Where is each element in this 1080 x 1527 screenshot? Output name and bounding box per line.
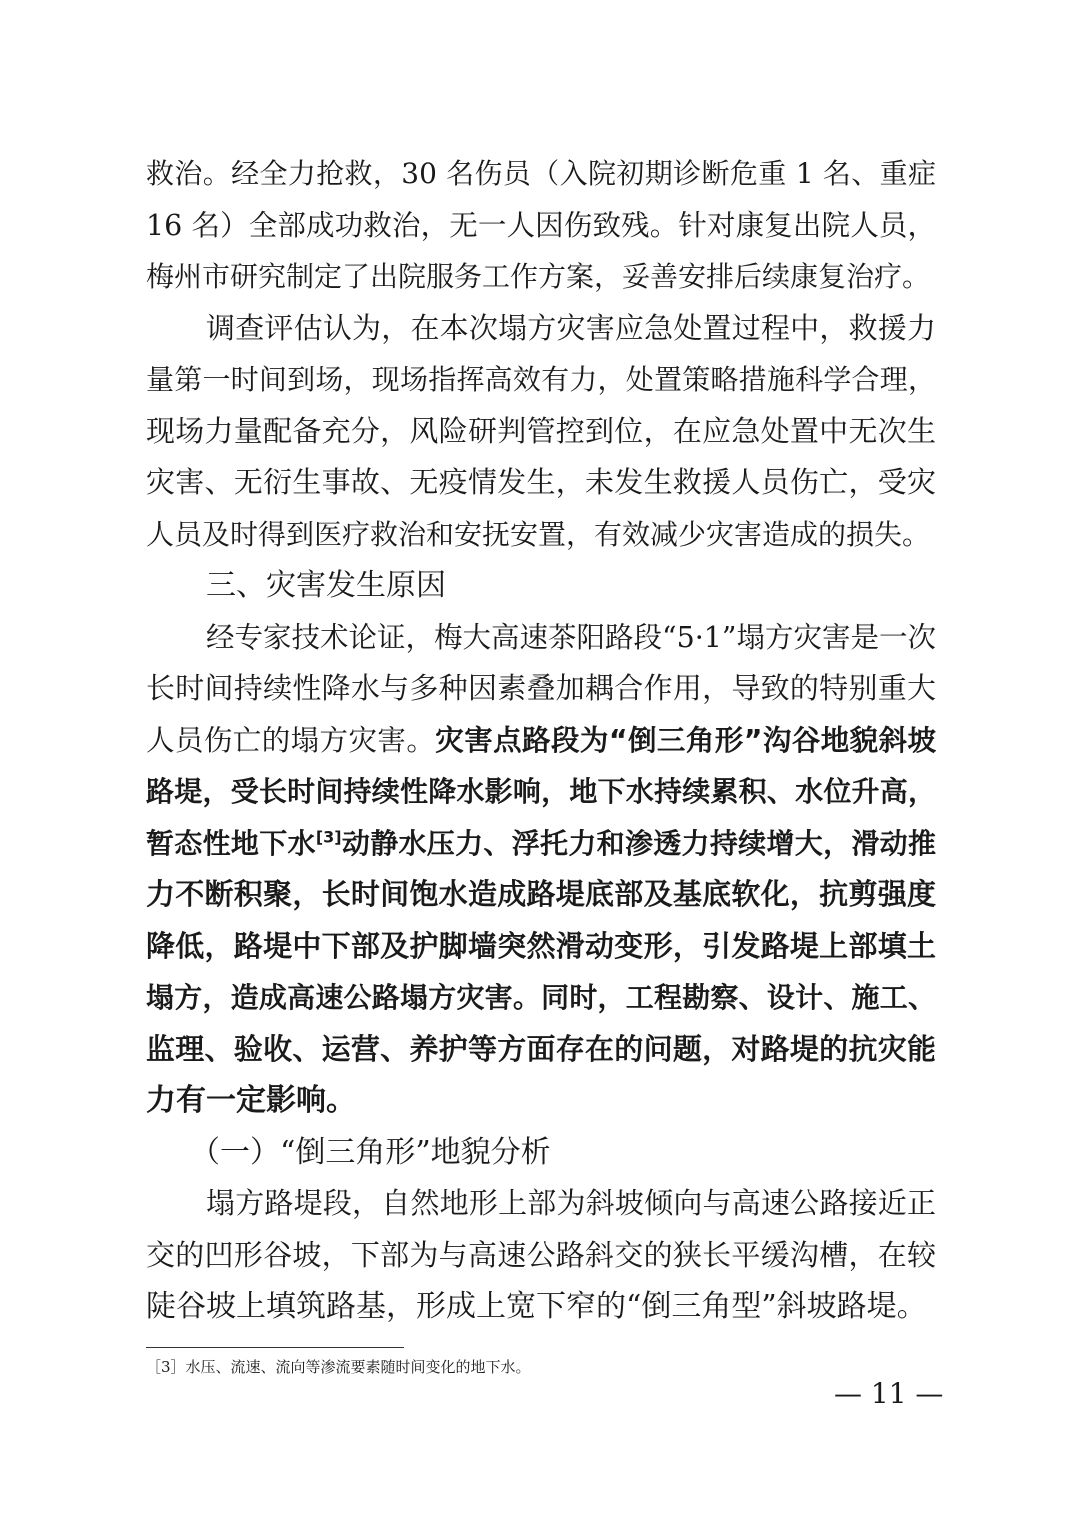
paragraph-line: 陡谷坡上填筑路基，形成上宽下窄的“倒三角型”斜坡路堤。 <box>146 1289 927 1324</box>
bold-line <box>146 818 936 870</box>
body-text <box>146 148 936 1333</box>
paragraph-line: 交的凹形谷坡，下部为与高速公路斜交的狭长平缓沟槽，在较 <box>146 1237 936 1272</box>
paragraph-line: 调查评估认为，在本次塌方灾害应急处置过程中，救援力 <box>206 310 936 345</box>
bold-text: 暂态性地下水 <box>146 826 316 860</box>
paragraph-line: 救治。经全力抢救，30 名伤员（入院初期诊断危重 1 名、重症 <box>146 157 936 190</box>
bold-text: 动静水压力、浮托力和渗透力持续增大，滑动推 <box>341 826 936 860</box>
page-number: — 11 — <box>834 1377 944 1410</box>
bold-line: 力不断积聚，长时间饱水造成路堤底部及基底软化，抗剪强度 <box>146 877 936 911</box>
paragraph-line: 长时间持续性降水与多种因素叠加耦合作用，导致的特别重大 <box>146 671 936 705</box>
footnote-divider <box>146 1347 404 1348</box>
paragraph-line <box>146 715 936 767</box>
bold-text: 灾害点路段为“倒三角形”沟谷地貌斜坡 <box>435 723 936 757</box>
footnote-marker: [3] <box>315 827 342 847</box>
bold-line: 力有一定影响。 <box>146 1083 356 1118</box>
bold-line: 塌方，造成高速公路塌方灾害。同时，工程勘察、设计、施工、 <box>146 981 936 1014</box>
plain-text: 人员伤亡的塌方灾害。 <box>146 723 436 757</box>
paragraph-line: 量第一时间到场，现场指挥高效有力，处置策略措施科学合理， <box>146 363 936 396</box>
bold-line: 降低，路堤中下部及护脚墙突然滑动变形，引发路堤上部填土 <box>146 928 936 963</box>
paragraph-line: 现场力量配备充分，风险研判管控到位，在应急处置中无次生 <box>146 413 936 448</box>
paragraph-line: 塌方路堤段，自然地形上部为斜坡倾向与高速公路接近正 <box>206 1186 936 1220</box>
paragraph-line: 经专家技术论证，梅大高速茶阳路段“5·1”塌方灾害是一次 <box>206 620 936 654</box>
section-heading: 三、灾害发生原因 <box>206 568 446 603</box>
paragraph-line: 灾害、无衍生事故、无疫情发生，未发生救援人员伤亡，受灾 <box>146 465 936 499</box>
paragraph-line: 梅州市研究制定了出院服务工作方案，妥善安排后续康复治疗。 <box>146 260 931 293</box>
bold-line: 路堤，受长时间持续性降水影响，地下水持续累积、水位升高， <box>146 775 936 808</box>
paragraph-line: 16 名）全部成功救治，无一人因伤致残。针对康复出院人员， <box>146 208 936 242</box>
bold-line: 监理、验收、运营、养护等方面存在的问题，对路堤的抗灾能 <box>146 1031 936 1066</box>
footnote: ［3］水压、流速、流向等渗流要素随时间变化的地下水。 <box>146 1358 531 1376</box>
paragraph-line: 人员及时得到医疗救治和安抚安置，有效减少灾害造成的损失。 <box>146 517 931 551</box>
subheading: （一）“倒三角形”地貌分析 <box>190 1134 551 1170</box>
